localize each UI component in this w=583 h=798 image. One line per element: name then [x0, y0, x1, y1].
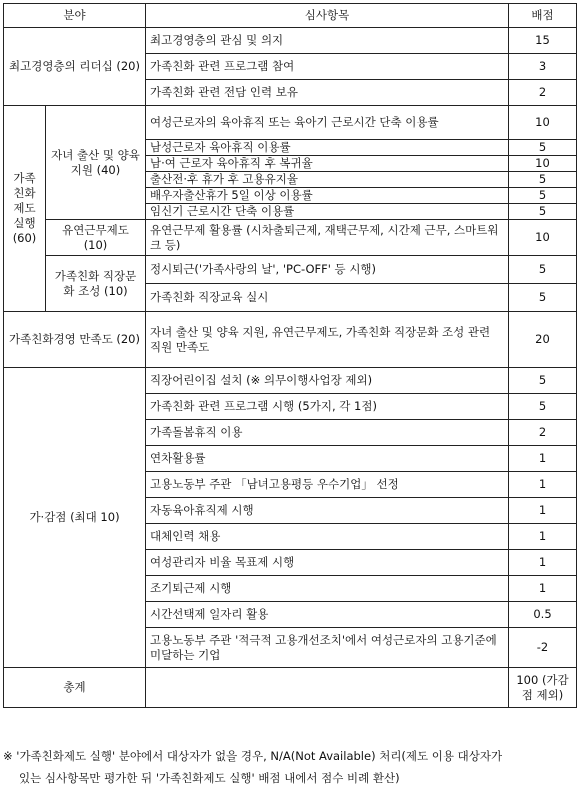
- header-area: 분야: [4, 4, 146, 28]
- table-row: [4, 312, 577, 368]
- score-cell: 3: [509, 54, 577, 80]
- score-cell: 1: [509, 472, 577, 498]
- header-item: 심사항목: [146, 4, 509, 28]
- score-cell: 2: [509, 420, 577, 446]
- item-cell: 직장어린이집 설치 (※ 의무이행사업장 제외): [146, 368, 509, 394]
- score-cell: -2: [509, 628, 577, 668]
- item-cell: 가족돌봄휴직 이용: [146, 420, 509, 446]
- score-cell: 1: [509, 498, 577, 524]
- group-satisfaction: 가족친화경영 만족도 (20): [4, 312, 146, 368]
- item-cell: 가족친화 관련 프로그램 시행 (5가지, 각 1점): [146, 394, 509, 420]
- item-cell: 시간선택제 일자리 활용: [146, 602, 509, 628]
- score-cell: 5: [509, 204, 577, 220]
- score-cell: 1: [509, 524, 577, 550]
- table-row: [4, 28, 577, 54]
- item-cell: 남·여 근로자 육아휴직 후 복귀율: [146, 156, 509, 172]
- score-cell: 5: [509, 256, 577, 284]
- score-cell: 20: [509, 312, 577, 368]
- item-cell: 출산전·후 휴가 후 고용유지율: [146, 172, 509, 188]
- score-cell: 2: [509, 80, 577, 106]
- item-cell: 대체인력 채용: [146, 524, 509, 550]
- score-cell: 5: [509, 188, 577, 204]
- group-flex: 유연근무제도 (10): [46, 220, 146, 256]
- group-childcare: 자녀 출산 및 양육 지원 (40): [46, 106, 146, 220]
- score-cell: 1: [509, 576, 577, 602]
- item-cell: 배우자출산휴가 5일 이상 이용률: [146, 188, 509, 204]
- score-cell: 5: [509, 368, 577, 394]
- total-score: 100 (가감점 제외): [509, 668, 577, 708]
- score-cell: 5: [509, 284, 577, 312]
- evaluation-table: [3, 3, 577, 708]
- item-cell: 조기퇴근제 시행: [146, 576, 509, 602]
- table-header-row: [4, 4, 577, 28]
- item-cell: 유연근무제 활용률 (시차출퇴근제, 재택근무제, 시간제 근무, 스마트워크 등): [146, 220, 509, 256]
- score-cell: 1: [509, 550, 577, 576]
- table-row: [4, 368, 577, 394]
- score-cell: 10: [509, 220, 577, 256]
- item-cell: 연차활용률: [146, 446, 509, 472]
- total-label: 총계: [4, 668, 146, 708]
- score-cell: 10: [509, 156, 577, 172]
- item-cell: 임신기 근로시간 단축 이용률: [146, 204, 509, 220]
- item-cell: 가족친화 관련 전담 인력 보유: [146, 80, 509, 106]
- table-row: [4, 256, 577, 284]
- item-cell: 정시퇴근('가족사랑의 날', 'PC-OFF' 등 시행): [146, 256, 509, 284]
- group-family-system: 가족 친화 제도 실행 (60): [4, 106, 46, 312]
- item-cell: 여성관리자 비율 목표제 시행: [146, 550, 509, 576]
- score-cell: 10: [509, 106, 577, 140]
- footnote: [3, 745, 578, 789]
- item-cell: 고용노동부 주관 '적극적 고용개선조치'에서 여성근로자의 고용기준에 미달하는 기업: [146, 628, 509, 668]
- footnote-line-2: 있는 심사항목만 평가한 뒤 '가족친화제도 실행' 배점 내에서 점수 비례 환산): [19, 771, 400, 785]
- item-cell: 자녀 출산 및 양육 지원, 유연근무제도, 가족친화 직장문화 조성 관련 직원 만족도: [146, 312, 509, 368]
- item-cell: 남성근로자 육아휴직 이용률: [146, 140, 509, 156]
- group-culture: 가족친화 직장문화 조성 (10): [46, 256, 146, 312]
- score-cell: 0.5: [509, 602, 577, 628]
- table-row: [4, 106, 577, 140]
- group-bonus: 가·감점 (최대 10): [4, 368, 146, 668]
- item-cell: 가족친화 직장교육 실시: [146, 284, 509, 312]
- score-cell: 5: [509, 394, 577, 420]
- header-score: 배점: [509, 4, 577, 28]
- item-cell: 여성근로자의 육아휴직 또는 육아기 근로시간 단축 이용률: [146, 106, 509, 140]
- score-cell: 1: [509, 446, 577, 472]
- table-row: [4, 220, 577, 256]
- score-cell: 5: [509, 140, 577, 156]
- item-cell: 최고경영층의 관심 및 의지: [146, 28, 509, 54]
- item-cell: 고용노동부 주관 「남녀고용평등 우수기업」 선정: [146, 472, 509, 498]
- score-cell: 15: [509, 28, 577, 54]
- item-cell: 자동육아휴직제 시행: [146, 498, 509, 524]
- group-leadership: 최고경영층의 리더십 (20): [4, 28, 146, 106]
- score-cell: 5: [509, 172, 577, 188]
- total-row: [4, 668, 577, 708]
- footnote-line-1: ※ '가족친화제도 실행' 분야에서 대상자가 없을 경우, N/A(Not Available) 처리(제도 이용 대상자가: [3, 749, 503, 763]
- item-cell: 가족친화 관련 프로그램 참여: [146, 54, 509, 80]
- total-item-cell: [146, 668, 509, 708]
